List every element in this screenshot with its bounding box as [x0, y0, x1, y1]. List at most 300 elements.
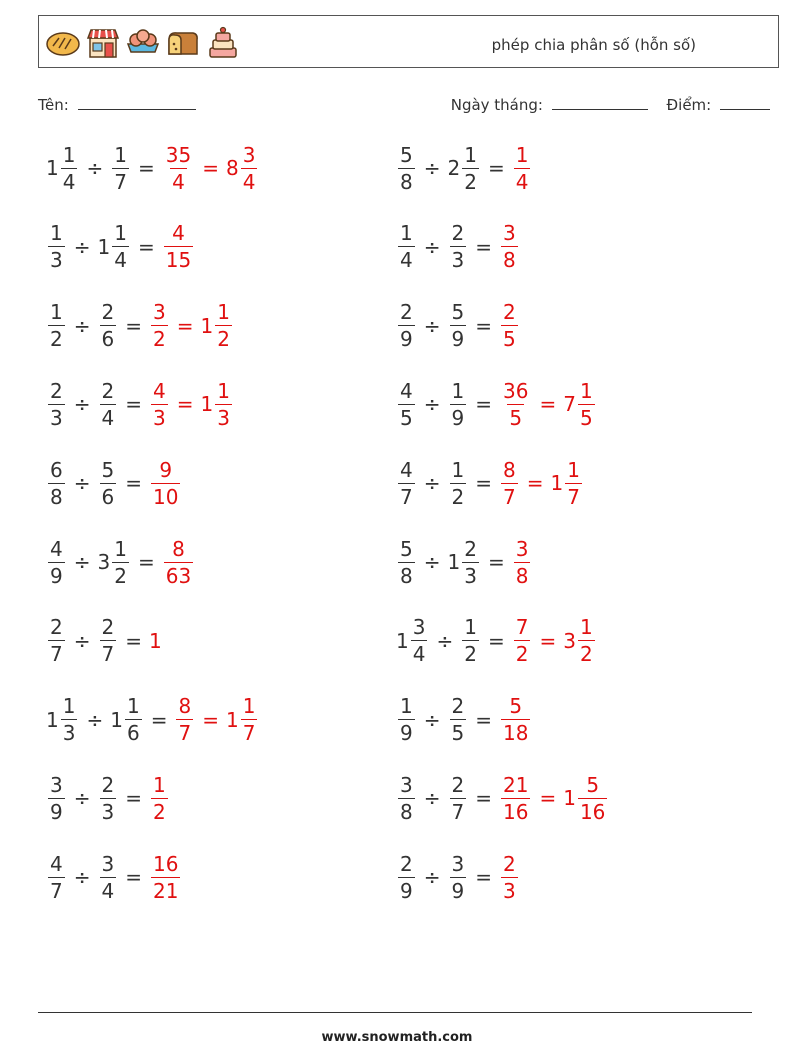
denominator: 7	[178, 721, 192, 746]
fraction	[514, 142, 531, 194]
divide-sign: ÷	[423, 234, 441, 259]
whole-number: 1	[550, 471, 564, 496]
denominator: 2	[153, 799, 166, 824]
whole-number: 1	[200, 313, 214, 338]
denominator: 2	[579, 642, 593, 667]
denominator: 5	[509, 405, 523, 430]
fraction	[501, 772, 530, 824]
fraction	[514, 615, 531, 667]
whole-number: 3	[563, 628, 576, 653]
denominator: 3	[153, 405, 166, 430]
denominator: 9	[50, 799, 63, 824]
divide-sign: ÷	[73, 471, 91, 496]
numerator: 8	[172, 536, 185, 561]
fraction	[578, 615, 595, 667]
denominator: 2	[451, 484, 465, 509]
equals-sign: =	[487, 628, 505, 653]
whole-number: 2	[447, 156, 461, 180]
equals-sign: =	[176, 313, 194, 338]
problem-item	[396, 453, 584, 513]
worksheet-title: phép chia phân số (hỗn số)	[491, 36, 696, 54]
fraction	[48, 536, 65, 588]
numerator: 2	[451, 221, 465, 246]
problem-item	[396, 611, 597, 671]
numerator: 1	[62, 694, 76, 719]
numerator: 3	[50, 772, 63, 797]
denominator: 2	[153, 327, 166, 352]
divide-sign: ÷	[73, 865, 91, 890]
fraction	[100, 378, 117, 430]
denominator: 4	[412, 642, 426, 667]
problem-item	[46, 374, 234, 434]
numerator: 1	[515, 142, 529, 167]
denominator: 18	[503, 721, 529, 746]
equals-sign: =	[487, 156, 505, 180]
divide-sign: ÷	[73, 392, 91, 417]
denominator: 7	[503, 484, 516, 509]
fraction	[514, 536, 531, 588]
numerator: 1	[126, 694, 140, 719]
fraction	[215, 378, 232, 430]
fraction	[100, 615, 117, 667]
answer	[499, 300, 520, 352]
fraction	[450, 457, 467, 509]
equals-sign: =	[137, 156, 155, 180]
equals-sign: =	[475, 707, 492, 732]
numerator: 3	[412, 615, 426, 640]
fraction	[462, 536, 479, 588]
whole-number: 1	[396, 628, 409, 653]
fraction	[48, 851, 65, 903]
fraction	[450, 694, 467, 746]
numerator: 5	[400, 536, 413, 561]
whole-number: 3	[97, 550, 111, 574]
numerator: 7	[515, 615, 529, 640]
divide-sign: ÷	[423, 156, 441, 180]
equals-sign: =	[176, 392, 194, 417]
score-label: Điểm:	[666, 96, 712, 114]
answer	[162, 221, 195, 273]
numerator: 4	[400, 457, 413, 482]
problem-item	[46, 611, 162, 671]
numerator: 2	[464, 536, 477, 561]
fraction	[61, 694, 78, 746]
answer	[162, 536, 195, 588]
numerator: 4	[50, 851, 63, 876]
numerator: 5	[400, 142, 413, 167]
denominator: 9	[451, 405, 465, 430]
fraction	[398, 142, 415, 194]
denominator: 16	[579, 799, 606, 824]
fraction	[151, 457, 180, 509]
numerator: 1	[114, 142, 127, 167]
fraction	[48, 300, 65, 352]
numerator: 1	[451, 457, 465, 482]
whole-number: 1	[46, 156, 59, 180]
denominator: 9	[400, 327, 413, 352]
answer	[499, 694, 532, 746]
divide-sign: ÷	[423, 550, 441, 574]
numerator: 5	[101, 457, 115, 482]
numerator: 1	[579, 378, 593, 403]
numerator: 3	[400, 772, 413, 797]
problem-item	[46, 847, 182, 907]
numerator: 8	[178, 694, 192, 719]
divide-sign: ÷	[423, 707, 441, 732]
answer	[499, 221, 520, 273]
numerator: 9	[159, 457, 173, 482]
fraction	[501, 378, 530, 430]
numerator: 1	[217, 300, 230, 325]
denominator: 15	[165, 248, 192, 273]
fraction	[112, 142, 129, 194]
denominator: 6	[126, 721, 140, 746]
denominator: 3	[451, 248, 465, 273]
denominator: 2	[464, 169, 477, 194]
denominator: 8	[503, 248, 516, 273]
fraction	[100, 300, 117, 352]
fraction	[151, 772, 168, 824]
answer	[149, 851, 182, 903]
whole-number: 1	[225, 707, 239, 732]
answer	[149, 629, 162, 653]
answer	[149, 772, 170, 824]
numerator: 2	[400, 851, 413, 876]
denominator: 4	[114, 248, 127, 273]
numerator: 2	[400, 300, 413, 325]
numerator: 3	[101, 851, 115, 876]
denominator: 3	[464, 563, 477, 588]
fraction	[125, 694, 142, 746]
whole-number: 1	[149, 628, 162, 653]
equals-sign: =	[487, 550, 505, 574]
numerator: 2	[50, 615, 63, 640]
denominator: 5	[400, 405, 413, 430]
denominator: 8	[515, 563, 529, 588]
denominator: 2	[464, 642, 477, 667]
answer	[512, 536, 533, 588]
numerator: 1	[579, 615, 593, 640]
denominator: 9	[400, 721, 413, 746]
problem-item	[396, 296, 520, 356]
fraction	[398, 378, 415, 430]
numerator: 3	[242, 142, 256, 167]
numerator: 2	[101, 772, 115, 797]
fraction	[164, 221, 193, 273]
equals-sign: =	[539, 392, 557, 417]
equals-sign: =	[475, 865, 492, 890]
equals-sign: =	[125, 392, 142, 417]
answer	[162, 142, 260, 194]
numerator: 2	[101, 378, 115, 403]
fraction	[398, 851, 415, 903]
fraction	[48, 221, 65, 273]
denominator: 7	[50, 642, 63, 667]
problem-item	[396, 532, 532, 592]
equals-sign: =	[475, 471, 492, 496]
denominator: 2	[515, 642, 529, 667]
fraction	[215, 300, 232, 352]
fraction	[100, 851, 117, 903]
denominator: 5	[451, 721, 465, 746]
divide-sign: ÷	[423, 313, 441, 338]
denominator: 7	[400, 484, 413, 509]
equals-sign: =	[125, 471, 142, 496]
denominator: 4	[242, 169, 256, 194]
fraction	[241, 142, 258, 194]
fraction	[398, 300, 415, 352]
problem-item	[46, 138, 259, 198]
denominator: 3	[50, 405, 63, 430]
equals-sign: =	[125, 628, 142, 653]
denominator: 5	[579, 405, 593, 430]
denominator: 8	[400, 169, 413, 194]
equals-sign: =	[475, 313, 492, 338]
denominator: 6	[101, 484, 115, 509]
numerator: 1	[217, 378, 230, 403]
answer	[149, 457, 182, 509]
numerator: 2	[101, 615, 115, 640]
fraction	[398, 221, 415, 273]
denominator: 9	[451, 327, 465, 352]
equals-sign: =	[150, 707, 168, 732]
numerator: 2	[451, 694, 465, 719]
numerator: 2	[101, 300, 115, 325]
numerator: 1	[153, 772, 166, 797]
fraction	[398, 772, 415, 824]
divide-sign: ÷	[423, 471, 441, 496]
denominator: 5	[503, 327, 516, 352]
denominator: 4	[172, 169, 185, 194]
denominator: 4	[400, 248, 413, 273]
problem-item	[396, 138, 532, 198]
answer	[512, 142, 533, 194]
numerator: 36	[503, 378, 529, 403]
problem-item	[46, 768, 170, 828]
numerator: 6	[50, 457, 63, 482]
fraction	[501, 221, 518, 273]
answer	[149, 378, 234, 430]
whole-number: 1	[447, 550, 461, 574]
denominator: 8	[50, 484, 63, 509]
fraction	[164, 142, 193, 194]
fraction	[48, 772, 65, 824]
numerator: 5	[451, 300, 465, 325]
divide-sign: ÷	[423, 392, 441, 417]
numerator: 4	[153, 378, 166, 403]
problem-item	[396, 847, 520, 907]
divide-sign: ÷	[73, 313, 91, 338]
numerator: 3	[153, 300, 166, 325]
fraction	[164, 536, 193, 588]
numerator: 1	[464, 142, 477, 167]
equals-sign: =	[137, 550, 155, 574]
fraction	[48, 378, 65, 430]
equals-sign: =	[475, 392, 492, 417]
fraction	[565, 457, 582, 509]
denominator: 9	[400, 878, 413, 903]
numerator: 4	[400, 378, 413, 403]
denominator: 2	[217, 327, 230, 352]
numerator: 1	[114, 221, 127, 246]
denominator: 8	[400, 563, 413, 588]
whole-number: 1	[200, 392, 214, 417]
denominator: 8	[400, 799, 413, 824]
divide-sign: ÷	[73, 786, 91, 811]
divide-sign: ÷	[423, 865, 441, 890]
numerator: 3	[515, 536, 529, 561]
fraction	[450, 378, 467, 430]
equals-sign: =	[539, 786, 557, 811]
divide-sign: ÷	[73, 550, 91, 574]
numerator: 3	[451, 851, 465, 876]
numerator: 8	[503, 457, 516, 482]
fraction	[112, 221, 129, 273]
fraction	[398, 694, 415, 746]
numerator: 2	[503, 300, 516, 325]
numerator: 4	[50, 536, 63, 561]
fraction	[398, 457, 415, 509]
equals-sign: =	[475, 234, 492, 259]
equals-sign: =	[526, 471, 544, 496]
fraction	[100, 457, 117, 509]
equals-sign: =	[475, 786, 492, 811]
numerator: 1	[114, 536, 127, 561]
divide-sign: ÷	[423, 786, 441, 811]
denominator: 7	[567, 484, 580, 509]
denominator: 7	[50, 878, 63, 903]
fraction	[411, 615, 428, 667]
problem-item	[396, 217, 520, 277]
denominator: 4	[101, 878, 115, 903]
problem-item	[46, 217, 195, 277]
denominator: 6	[101, 327, 115, 352]
fraction	[151, 378, 168, 430]
numerator: 1	[400, 694, 413, 719]
denominator: 4	[62, 169, 76, 194]
denominator: 10	[153, 484, 179, 509]
denominator: 9	[451, 878, 465, 903]
denominator: 7	[114, 169, 127, 194]
denominator: 3	[101, 799, 115, 824]
fraction	[501, 851, 518, 903]
denominator: 7	[101, 642, 115, 667]
numerator: 1	[451, 378, 465, 403]
divide-sign: ÷	[86, 156, 104, 180]
fraction	[450, 221, 467, 273]
numerator: 5	[509, 694, 523, 719]
fraction	[501, 694, 530, 746]
fraction	[450, 300, 467, 352]
numerator: 1	[567, 457, 580, 482]
fraction	[578, 772, 607, 824]
answer	[499, 851, 520, 903]
problem-item	[46, 453, 182, 513]
numerator: 2	[451, 772, 465, 797]
divide-sign: ÷	[73, 234, 91, 259]
denominator: 3	[503, 878, 516, 903]
equals-sign: =	[202, 156, 219, 180]
numerator: 1	[50, 300, 63, 325]
problem-item	[46, 532, 195, 592]
fraction	[151, 300, 168, 352]
fraction	[100, 772, 117, 824]
whole-number: 1	[563, 786, 576, 811]
numerator: 2	[50, 378, 63, 403]
whole-number: 7	[563, 392, 576, 417]
numerator: 5	[586, 772, 600, 797]
numerator: 3	[503, 221, 516, 246]
whole-number: 8	[225, 156, 239, 180]
problem-item	[396, 768, 609, 828]
denominator: 7	[451, 799, 465, 824]
footer-divider	[38, 1012, 752, 1013]
denominator: 21	[153, 878, 179, 903]
divide-sign: ÷	[73, 628, 91, 653]
answer	[174, 694, 259, 746]
denominator: 63	[165, 563, 192, 588]
whole-number: 1	[46, 707, 59, 732]
fraction	[578, 378, 595, 430]
numerator: 1	[50, 221, 63, 246]
fraction	[501, 300, 518, 352]
name-label: Tên:	[38, 96, 69, 114]
denominator: 7	[242, 721, 256, 746]
footer-url: www.snowmath.com	[321, 1030, 473, 1045]
denominator: 3	[217, 405, 230, 430]
date-label: Ngày tháng:	[450, 96, 543, 114]
equals-sign: =	[125, 786, 142, 811]
denominator: 3	[62, 721, 76, 746]
fraction	[450, 772, 467, 824]
fraction	[48, 615, 65, 667]
denominator: 4	[101, 405, 115, 430]
numerator: 16	[153, 851, 179, 876]
numerator: 1	[62, 142, 76, 167]
fraction	[398, 536, 415, 588]
fraction	[48, 457, 65, 509]
problem-item	[396, 690, 532, 750]
denominator: 2	[50, 327, 63, 352]
equals-sign: =	[125, 865, 142, 890]
numerator: 2	[503, 851, 516, 876]
fraction	[462, 615, 479, 667]
fraction	[462, 142, 479, 194]
problem-item	[46, 296, 234, 356]
denominator: 4	[515, 169, 529, 194]
denominator: 16	[503, 799, 529, 824]
denominator: 2	[114, 563, 127, 588]
fraction	[151, 851, 180, 903]
fraction	[176, 694, 193, 746]
fraction	[112, 536, 129, 588]
divide-sign: ÷	[436, 628, 454, 653]
numerator: 21	[503, 772, 529, 797]
answer	[512, 615, 597, 667]
answer	[499, 378, 597, 430]
fraction	[241, 694, 258, 746]
equals-sign: =	[125, 313, 142, 338]
numerator: 1	[242, 694, 256, 719]
numerator: 35	[165, 142, 192, 167]
whole-number: 1	[97, 234, 111, 259]
answer	[499, 457, 584, 509]
divide-sign: ÷	[86, 707, 104, 732]
problem-item	[396, 374, 597, 434]
whole-number: 1	[110, 707, 123, 732]
numerator: 1	[464, 615, 477, 640]
fraction	[450, 851, 467, 903]
